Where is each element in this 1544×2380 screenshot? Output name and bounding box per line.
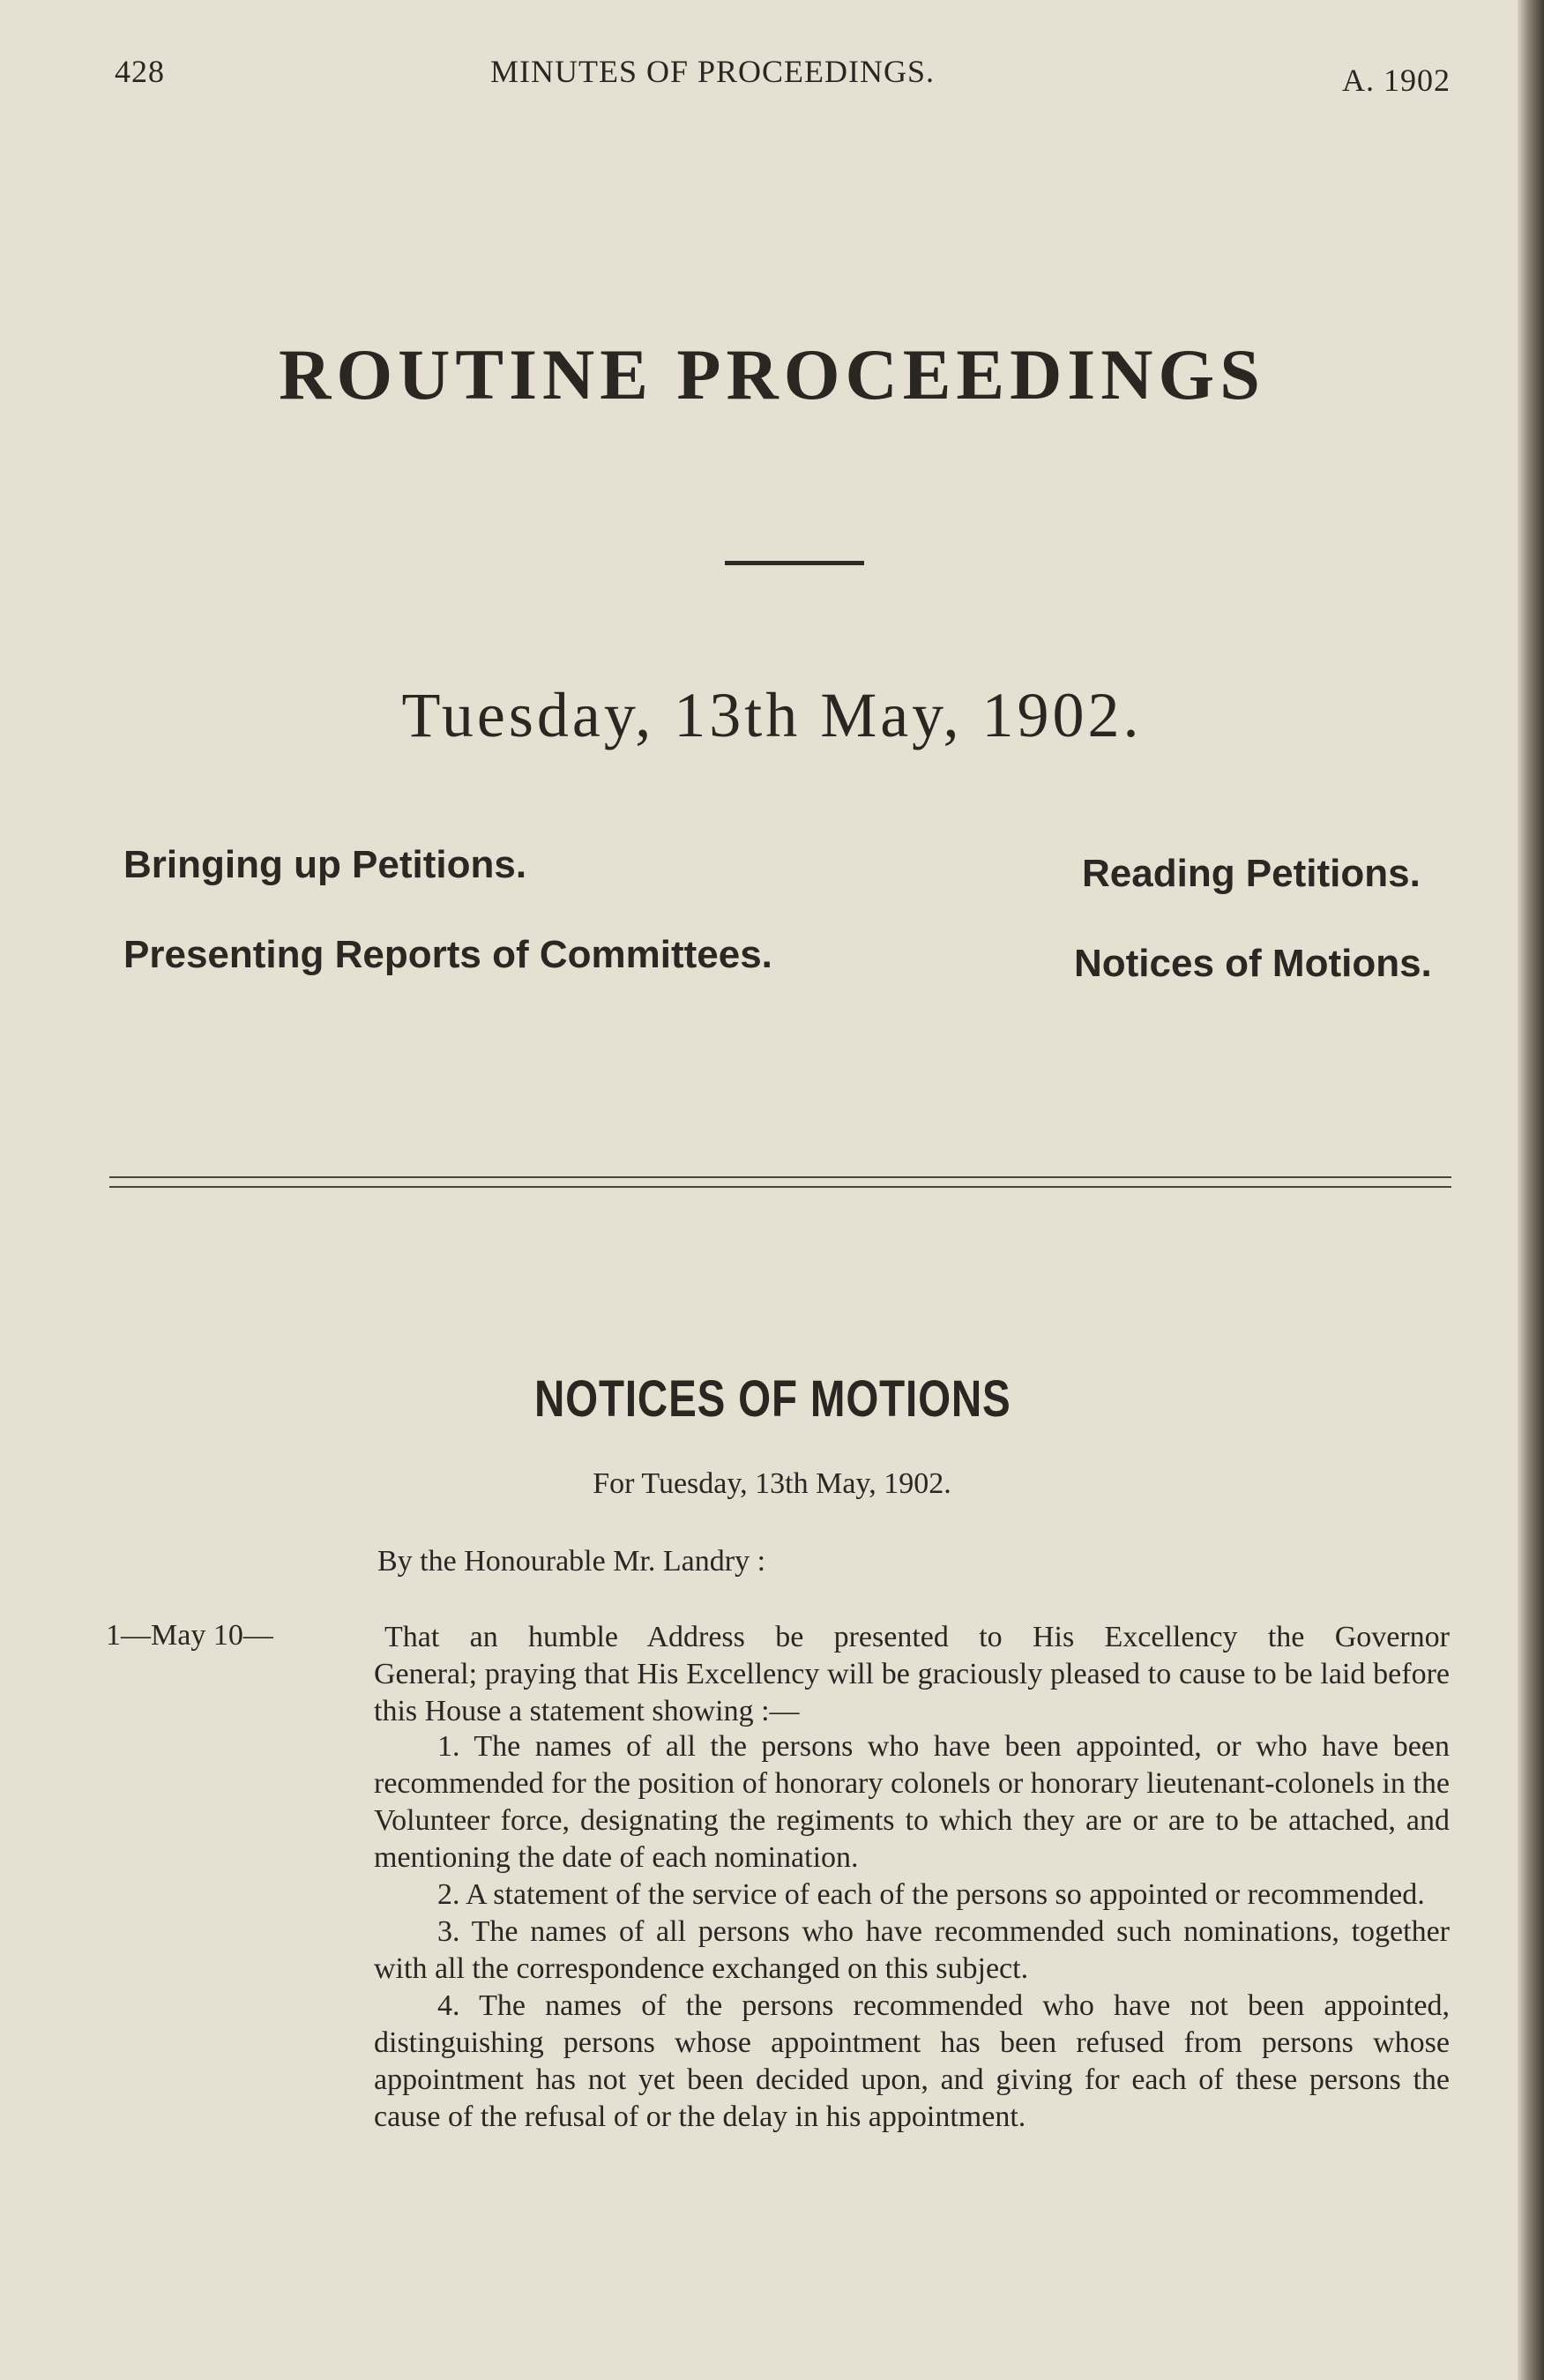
running-title: MINUTES OF PROCEEDINGS. <box>490 54 936 89</box>
motion-intro-continued <box>374 1656 1450 1730</box>
double-rule-bottom <box>109 1186 1451 1188</box>
section-title: ROUTINE PROCEEDINGS <box>279 334 1265 414</box>
motion-item: 2. A statement of the service of each of the persons so appointed or recommended. <box>437 1878 1425 1911</box>
motion-intro-first-line: That an humble Address be presented to His Excellency the Governor <box>384 1621 1450 1653</box>
running-year: A. 1902 <box>1342 63 1451 98</box>
notices-for-date: For Tuesday, 13th May, 1902. <box>593 1467 951 1500</box>
notices-heading: NOTICES OF MOTIONS <box>534 1370 1011 1428</box>
motion-item: 3. The names of all persons who have recommended such nominations, together with all the correspondence exchanged on this subject. <box>374 1915 1450 1985</box>
routine-item-presenting-reports: Presenting Reports of Committees. <box>123 933 772 976</box>
short-divider <box>725 561 864 565</box>
date-title: Tuesday, 13th May, 1902. <box>401 680 1143 750</box>
double-rule-top <box>109 1176 1451 1178</box>
motion-number-date: 1—May 10— <box>106 1619 273 1652</box>
motion-items <box>374 1728 1450 2136</box>
routine-item-bringing-petitions: Bringing up Petitions. <box>123 843 527 886</box>
motion-mover: By the Honourable Mr. Landry : <box>377 1545 766 1578</box>
motion-item: 4. The names of the persons recommended who have not been appointed, distinguishing persons whose appointment has been refused from persons whose appointment has not yet been decided upon, and giving for each of these persons the cause of the refusal of or the delay in his appointment. <box>374 1989 1450 2133</box>
motion-intro-rest: General; praying that His Excellency will be graciously pleased to cause to be laid before this House a statement showing :— <box>374 1658 1450 1727</box>
motion-intro <box>384 1619 1450 1656</box>
routine-item-reading-petitions: Reading Petitions. <box>1082 852 1421 895</box>
page-number: 428 <box>115 54 165 89</box>
motion-item: 1. The names of all the persons who have been appointed, or who have been recommended for the position of honorary colonels or honorary lieutenant-colonels in the Volunteer force, designating the regiments to which they are or are to be attached, and mentioning the date of each nomination. <box>374 1730 1450 1874</box>
routine-item-notices-of-motions: Notices of Motions. <box>1074 942 1432 985</box>
